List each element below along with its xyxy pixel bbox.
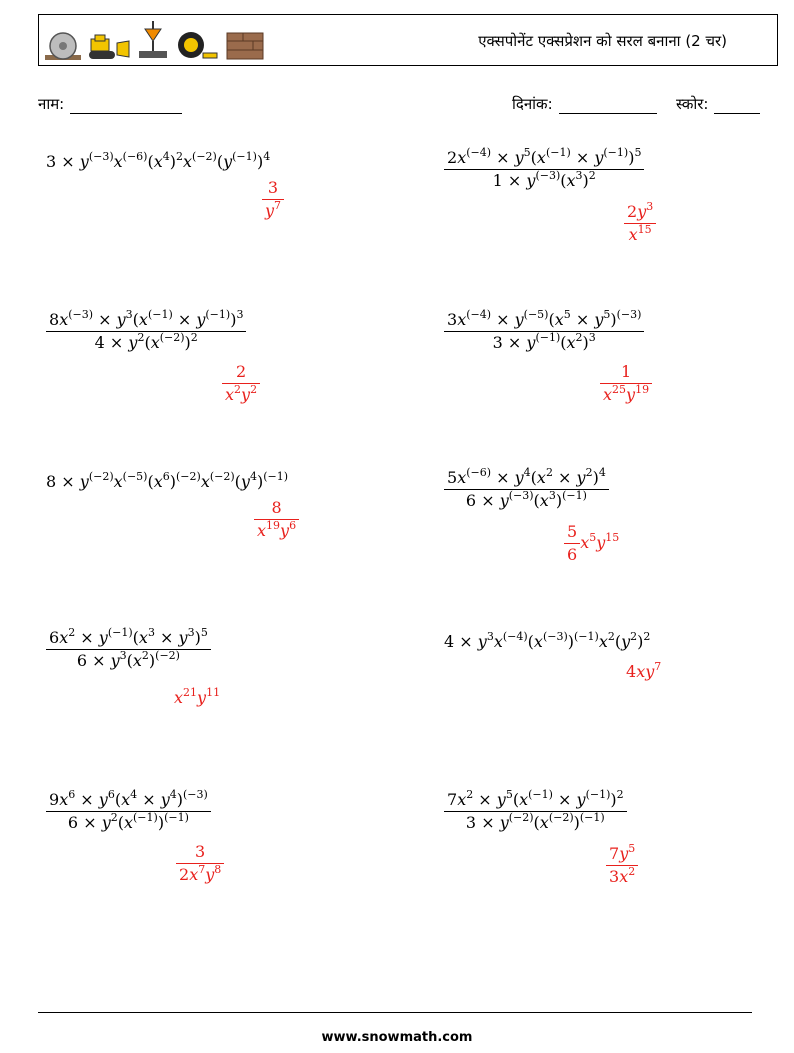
name-field bbox=[38, 94, 182, 114]
tape-measure-icon bbox=[175, 31, 219, 61]
date-line[interactable] bbox=[559, 99, 657, 114]
answer-8: $4xy^7$ bbox=[626, 660, 662, 681]
problem-6: $\frac{5x^{(-6)} \times y^4(x^2 \times y^2)^4}{6 \times y^{(-3)}(x^3)^{(-1)}}$ bbox=[444, 470, 609, 509]
name-label: नाम: bbox=[38, 95, 65, 113]
answer-1: $\frac{3}{y^7}$ bbox=[262, 180, 284, 219]
date-label: दिनांक: bbox=[512, 95, 553, 113]
problem-8: $4 \times y^3x^{(-4)}(x^{(-3)})^{(-1)}x^2(y^2)^2$ bbox=[444, 630, 651, 651]
bulldozer-icon bbox=[87, 33, 131, 61]
worksheet-header bbox=[38, 14, 778, 66]
footer-divider bbox=[38, 1012, 752, 1013]
answer-6: $\frac{5}{6}$ $x^5y^{15}$ bbox=[564, 524, 619, 563]
problem-10: $\frac{7x^2 \times y^5(x^{(-1)} \times y^{(-1)})^2}{3 \times y^{(-2)}(x^{(-2)})^{(-1)}}$ bbox=[444, 792, 627, 831]
problem-9: $\frac{9x^6 \times y^6(x^4 \times y^4)^{(-3)}}{6 \times y^2(x^{(-1)})^{(-1)}}$ bbox=[46, 792, 211, 831]
header-icons bbox=[43, 21, 267, 61]
lumber-icon bbox=[223, 31, 267, 61]
problem-4: $\frac{3x^{(-4)} \times y^{(-5)}(x^5 \times y^5)^{(-3)}}{3 \times y^{(-1)}(x^2)^3}$ bbox=[444, 312, 644, 351]
problem-2: $\frac{2x^{(-4)} \times y^5(x^{(-1)} \times y^{(-1)})^5}{1 \times y^{(-3)}(x^3)^2}$ bbox=[444, 150, 644, 189]
answer-2: $\frac{2y^3}{x^{15}}$ bbox=[624, 204, 656, 243]
footer-url[interactable]: www.snowmath.com bbox=[321, 1030, 473, 1045]
answer-10: $\frac{7y^5}{3x^2}$ bbox=[606, 846, 638, 885]
problem-5: $8 \times y^{(-2)}x^{(-5)}(x^6)^{(-2)}x^{(-2)}(y^4)^{(-1)}$ bbox=[46, 470, 289, 491]
score-label: स्कोर: bbox=[676, 95, 709, 113]
answer-7: $x^{21}y^{11}$ bbox=[174, 686, 221, 707]
problem-7: $\frac{6x^2 \times y^{(-1)}(x^3 \times y^3)^5}{6 \times y^3(x^2)^{(-2)}}$ bbox=[46, 630, 211, 669]
worksheet-title: एक्सपोनेंट एक्सप्रेशन को सरल बनाना (2 चर) bbox=[478, 32, 727, 50]
answer-3: $\frac{2}{x^2y^2}$ bbox=[222, 364, 260, 403]
answer-4: $\frac{1}{x^{25}y^{19}}$ bbox=[600, 364, 652, 403]
crane-hook-icon bbox=[135, 21, 171, 61]
answer-9: $\frac{3}{2x^7y^8}$ bbox=[176, 844, 224, 883]
score-line[interactable] bbox=[714, 99, 760, 114]
name-line[interactable] bbox=[70, 99, 182, 114]
saw-blade-icon bbox=[43, 29, 83, 61]
date-field bbox=[512, 94, 657, 114]
score-field bbox=[676, 94, 760, 114]
answer-5: $\frac{8}{x^{19}y^6}$ bbox=[254, 500, 299, 539]
problem-1: $3 \times y^{(-3)}x^{(-6)}(x^4)^2x^{(-2)}(y^{(-1)})^4$ bbox=[46, 150, 271, 171]
problem-3: $\frac{8x^{(-3)} \times y^3(x^{(-1)} \times y^{(-1)})^3}{4 \times y^2(x^{(-2)})^2}$ bbox=[46, 312, 246, 351]
